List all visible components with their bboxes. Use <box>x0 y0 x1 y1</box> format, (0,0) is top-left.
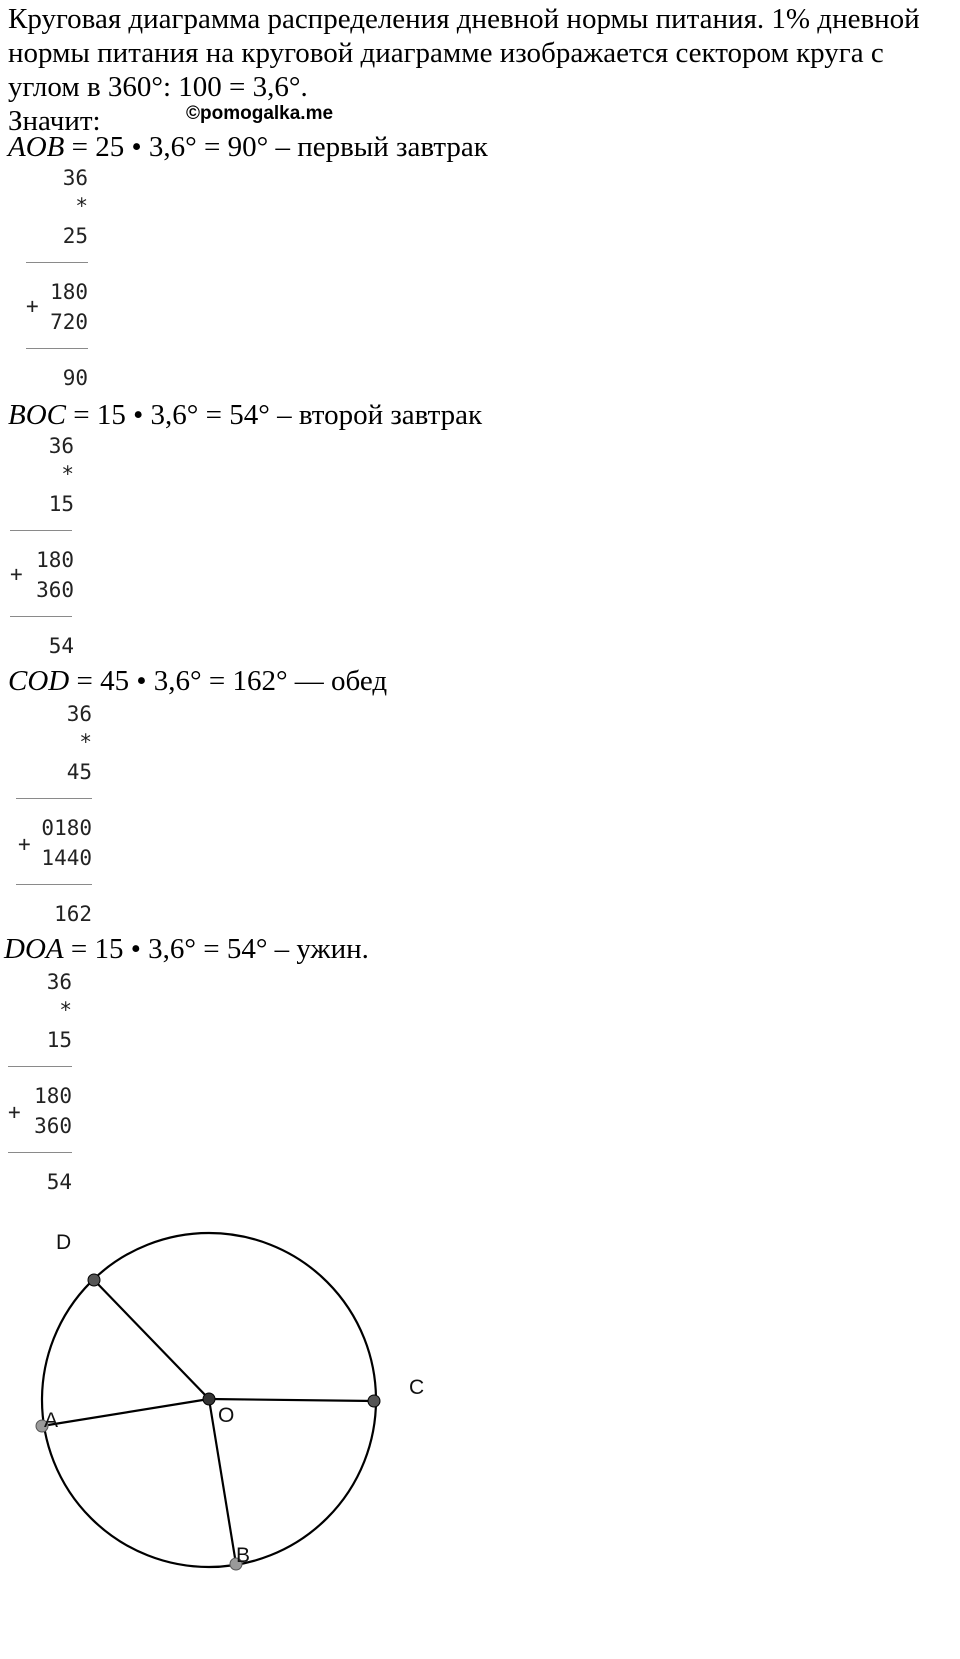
equation-boc <box>8 398 482 432</box>
equation-description: — обед <box>287 665 388 697</box>
divider-line <box>10 616 72 617</box>
divider-line <box>10 530 72 531</box>
multiplicand: 36 <box>62 166 88 190</box>
angle-name: COD <box>8 665 70 697</box>
divider-line <box>26 262 88 263</box>
intro-line-1: Круговая диаграмма распределения дневной нормы питания. 1% дневной <box>8 3 920 35</box>
circle-diagram <box>0 1200 460 1659</box>
multiplicand: 36 <box>48 434 74 458</box>
column-multiplication-4 <box>4 970 84 1200</box>
equation-aob <box>8 130 488 164</box>
product-result: 162 <box>54 902 92 926</box>
column-multiplication-1 <box>18 166 98 396</box>
angle-name: AOB <box>8 131 65 163</box>
equation-cod <box>8 664 387 698</box>
divider-line <box>16 798 92 799</box>
radius-od <box>94 1280 209 1399</box>
partial-product-2: 1440 <box>41 846 92 870</box>
column-multiplication-2 <box>4 434 84 664</box>
partial-product-1: 0180 <box>41 816 92 840</box>
angle-name: DOA <box>4 933 64 965</box>
multiplicand: 36 <box>46 970 72 994</box>
point-d <box>88 1274 100 1286</box>
radius-oa <box>42 1399 209 1426</box>
plus-sign: + <box>18 832 31 856</box>
multiplier: 15 <box>46 1028 72 1052</box>
label-c: C <box>409 1376 425 1399</box>
partial-product-2: 360 <box>34 1114 72 1138</box>
equation-expression: = 45 • 3,6° = 162° <box>69 665 288 697</box>
radius-oc <box>209 1399 374 1401</box>
divider-line <box>8 1066 72 1067</box>
partial-product-2: 720 <box>50 310 88 334</box>
angle-name: BOC <box>8 399 66 431</box>
operator: * <box>75 194 88 218</box>
intro-line-3: углом в 360°: 100 = 3,6°. <box>8 71 308 103</box>
label-b: B <box>236 1544 251 1567</box>
operator: * <box>61 462 74 486</box>
equation-description: – ужин. <box>267 933 369 965</box>
intro-line-2: нормы питания на круговой диаграмме изображается сектором круга с <box>8 37 884 69</box>
plus-sign: + <box>26 294 39 318</box>
point-c <box>368 1395 380 1407</box>
multiplier: 45 <box>66 760 92 784</box>
equation-expression: = 25 • 3,6° = 90° <box>64 131 269 163</box>
multiplicand: 36 <box>66 702 92 726</box>
equation-description: – первый завтрак <box>268 131 488 163</box>
product-result: 54 <box>48 634 74 658</box>
label-d: D <box>56 1231 72 1254</box>
equation-expression: = 15 • 3,6° = 54° <box>63 933 268 965</box>
label-a: A <box>44 1409 59 1432</box>
column-multiplication-3 <box>10 702 100 932</box>
plus-sign: + <box>8 1100 21 1124</box>
divider-line <box>16 884 92 885</box>
watermark: ©pomogalka.me <box>186 103 334 124</box>
partial-product-1: 180 <box>34 1084 72 1108</box>
equation-expression: = 15 • 3,6° = 54° <box>66 399 270 431</box>
multiplier: 25 <box>62 224 88 248</box>
divider-line <box>26 348 88 349</box>
operator: * <box>59 998 72 1022</box>
partial-product-2: 360 <box>36 578 74 602</box>
label-o: O <box>218 1404 235 1427</box>
partial-product-1: 180 <box>50 280 88 304</box>
equation-doa <box>4 932 369 966</box>
intro-line-4: Значит: <box>8 105 101 137</box>
partial-product-1: 180 <box>36 548 74 572</box>
operator: * <box>79 730 92 754</box>
equation-description: – второй завтрак <box>269 399 483 431</box>
point-o <box>203 1393 215 1405</box>
product-result: 54 <box>46 1170 72 1194</box>
plus-sign: + <box>10 562 23 586</box>
product-result: 90 <box>62 366 88 390</box>
divider-line <box>8 1152 72 1153</box>
multiplier: 15 <box>48 492 74 516</box>
